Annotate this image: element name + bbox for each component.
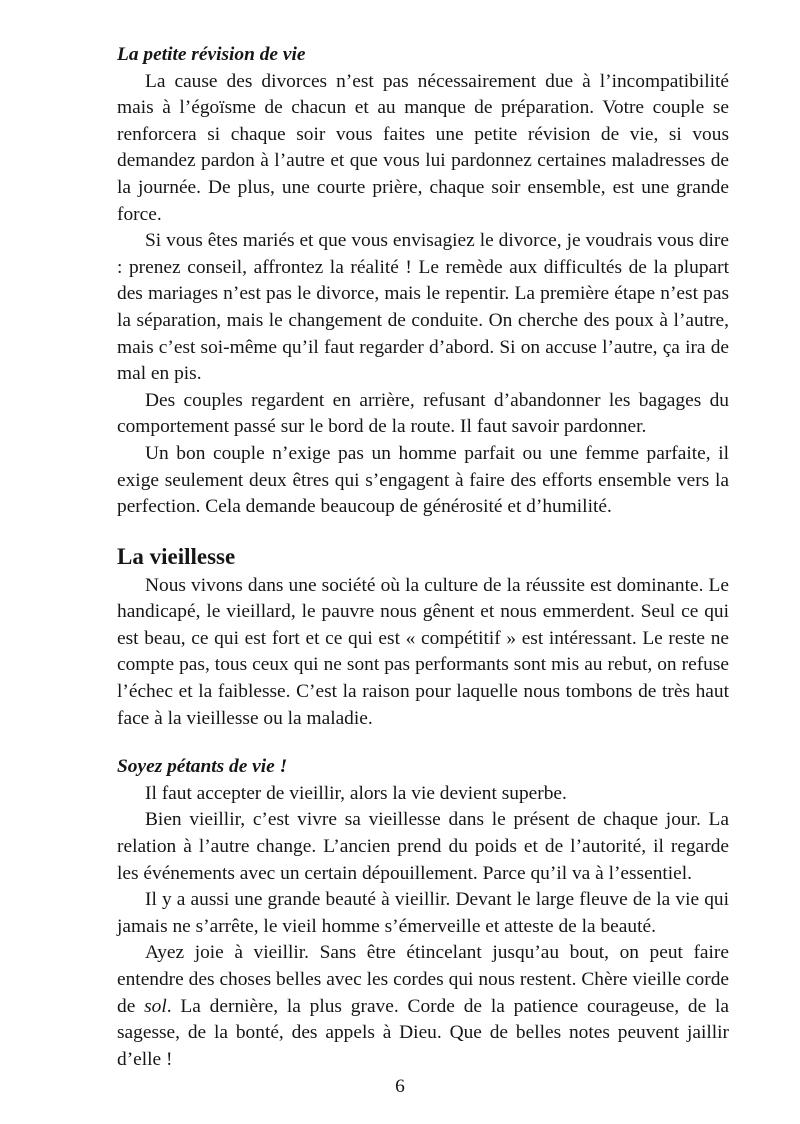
page-number: 6 xyxy=(395,1076,405,1097)
text-run: Ayez joie à vieillir. Sans être étincelant jusqu’au bout, on peut faire entendre des choses belles avec les cordes qui nous restent. Chère vieille corde de xyxy=(117,942,729,1017)
paragraph: Nous vivons dans une société où la culture de la réussite est dominante. Le handicapé, le vieillard, le pauvre nous gênent et nous emmerdent. Seul ce qui est beau, ce qui est fort et ce qui est « compétitif » est intéressant. Le reste ne compte pas, tous ceux qui ne sont pas performants sont mis au rebut, on refuse l’échec et la faiblesse. C’est la raison pour laquelle nous tombons de très haut face à la vieillesse ou la maladie. xyxy=(117,574,729,729)
paragraph: Il y a aussi une grande beauté à vieillir. Devant le large fleuve de la vie qui jamais ne s’arrête, le vieil homme s’émerveille et atteste de la beauté. xyxy=(117,889,729,937)
italic-word: sol xyxy=(144,995,167,1017)
text-run: . La dernière, la plus grave. Corde de la patience courageuse, de la sagesse, de la bonté, des appels à Dieu. Que de belles notes peuvent jaillir d’elle ! xyxy=(117,995,730,1070)
paragraph-last xyxy=(117,940,729,1073)
heading-la-vieillesse: La vieillesse xyxy=(117,543,236,569)
paragraph: La cause des divorces n’est pas nécessairement due à l’incompatibilité mais à l’égoïsme de chacun et au manque de préparation. Votre couple se renforcera si chaque soir vous faites une petite révision de vie, si vous demandez pardon à l’autre et que vous lui pardonnez certaines maladresses de la journée. De plus, une courte prière, chaque soir ensemble, est une grande force. xyxy=(117,70,729,225)
paragraph: Des couples regardent en arrière, refusant d’abandonner les bagages du comportement passé sur le bord de la route. Il faut savoir pardonner. xyxy=(117,389,729,438)
subheading-petite-revision: La petite révision de vie xyxy=(117,44,306,65)
paragraph: Un bon couple n’exige pas un homme parfait ou une femme parfaite, il exige seulement deux êtres qui s’engagent à faire des efforts ensemble vers la perfection. Cela demande beaucoup de générosité et d’humilité. xyxy=(117,442,729,518)
subheading-soyez-petants: Soyez pétants de vie ! xyxy=(117,756,288,778)
page-content xyxy=(117,42,729,1073)
paragraph: Il faut accepter de vieillir, alors la vie devient superbe. xyxy=(145,782,567,804)
paragraph: Bien vieillir, c’est vivre sa vieillesse dans le présent de chaque jour. La relation à l’autre change. L’ancien prend du poids et de l’autorité, il regarde les événements avec un certain dépouillement. Parce qu’il va à l’essentiel. xyxy=(117,809,729,884)
paragraph: Si vous êtes mariés et que vous envisagiez le divorce, je voudrais vous dire : prenez conseil, affrontez la réalité ! Le remède aux difficultés de la plupart des mariages n’est pas le divorce, mais le repentir. La première étape n’est pas la séparation, mais le changement de conduite. On cherche des poux à l’autre, mais c’est soi-même qu’il faut regarder d’abord. Si on accuse l’autre, ça ira de mal en pis. xyxy=(117,230,729,385)
